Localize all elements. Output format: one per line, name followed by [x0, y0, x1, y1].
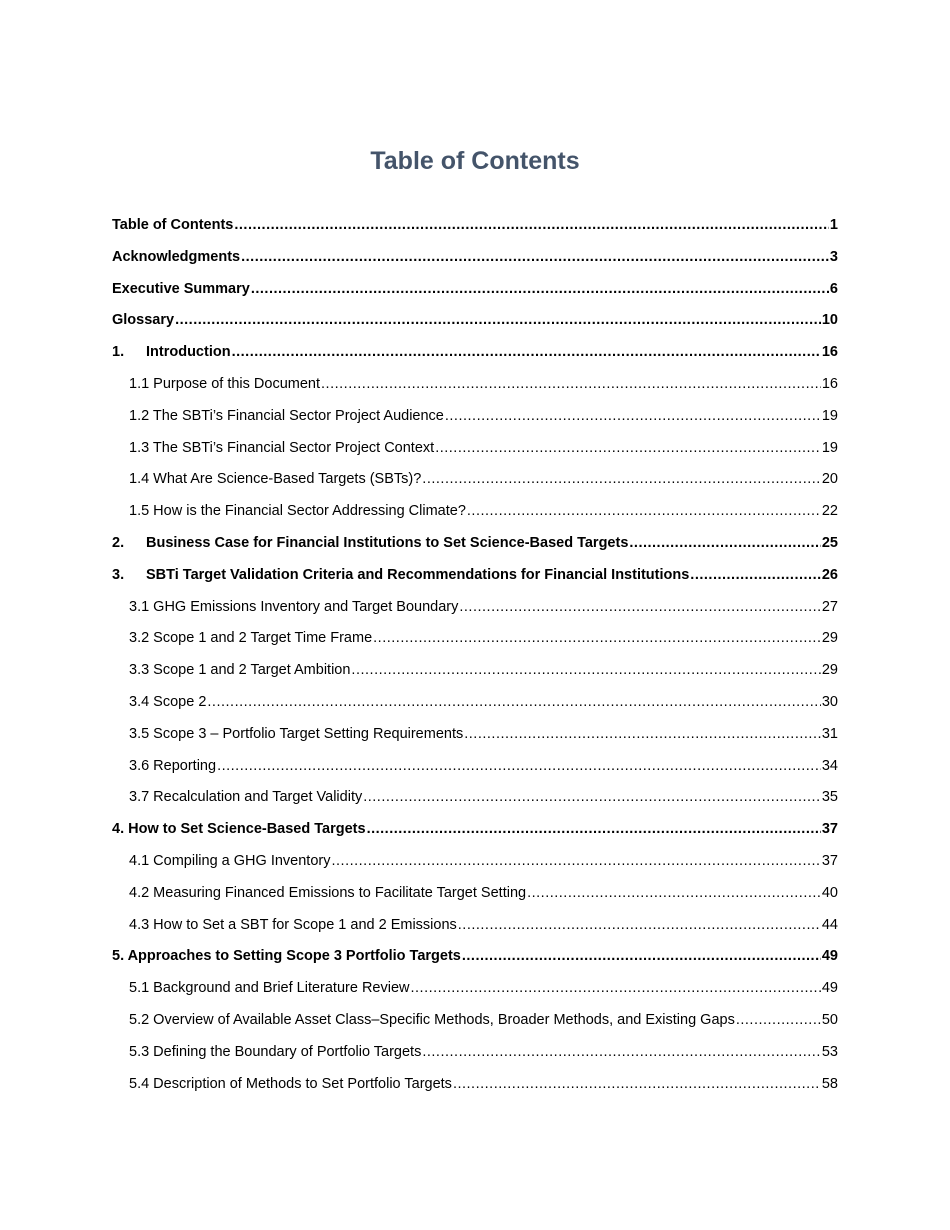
toc-entry[interactable]	[112, 242, 838, 274]
toc-entry-label: 1.1 Purpose of this Document	[129, 375, 321, 392]
toc-entry-label: Business Case for Financial Institutions to Set Science-Based Targets	[146, 534, 629, 551]
toc-entry-page-number: 6	[829, 280, 838, 297]
toc-dot-leader	[458, 910, 821, 942]
toc-entry-label: 4.2 Measuring Financed Emissions to Facilitate Target Setting	[129, 884, 527, 901]
toc-entry-number: 2.	[112, 534, 125, 551]
toc-entry-page-number: 16	[821, 375, 838, 392]
toc-entry[interactable]	[112, 464, 838, 496]
toc-entry-page-number: 50	[821, 1011, 838, 1028]
toc-entry-label: 4.1 Compiling a GHG Inventory	[129, 852, 331, 869]
toc-entry[interactable]	[112, 782, 838, 814]
toc-entry-page-number: 19	[821, 439, 838, 456]
toc-entry-page-number: 1	[829, 217, 838, 233]
toc-entry-label: Executive Summary	[112, 280, 250, 297]
toc-entry-page-number: 30	[821, 693, 838, 710]
toc-entry-label: 5.2 Overview of Available Asset Class–Specific Methods, Broader Methods, and Existing Gaps	[129, 1011, 735, 1028]
toc-dot-leader	[321, 369, 821, 401]
toc-dot-leader	[363, 782, 821, 814]
toc-entry-page-number: 31	[821, 725, 838, 742]
toc-dot-leader	[422, 464, 821, 496]
toc-entry[interactable]	[112, 687, 838, 719]
toc-entry[interactable]	[112, 1069, 838, 1101]
toc-entry-label: 3.1 GHG Emissions Inventory and Target Boundary	[129, 598, 459, 615]
toc-entry-page-number: 53	[821, 1043, 838, 1060]
toc-entry-label: 1.5 How is the Financial Sector Addressing Climate?	[129, 503, 466, 520]
toc-entry[interactable]	[112, 751, 838, 783]
toc-entry-label: 3.6 Reporting	[129, 757, 217, 774]
toc-entry[interactable]	[112, 846, 838, 878]
toc-entry-label: 3.4 Scope 2	[129, 693, 207, 710]
toc-entry-page-number: 40	[821, 884, 838, 901]
toc-entry-page-number: 37	[821, 852, 838, 869]
toc-dot-leader	[241, 242, 829, 274]
toc-entry-page-number: 49	[821, 980, 838, 997]
toc-entry-label: 5.4 Description of Methods to Set Portfolio Targets	[129, 1075, 452, 1092]
toc-entry[interactable]	[112, 655, 838, 687]
toc-entry-page-number: 3	[829, 248, 838, 265]
toc-entry-label: Table of Contents	[112, 217, 234, 233]
toc-entry[interactable]	[112, 719, 838, 751]
toc-entry-page-number: 37	[821, 821, 838, 838]
toc-entry-page-number: 26	[821, 566, 838, 583]
toc-entry-page-number: 25	[821, 534, 838, 551]
toc-entry-page-number: 29	[821, 630, 838, 647]
toc-dot-leader	[207, 687, 820, 719]
toc-entry-page-number: 27	[821, 598, 838, 615]
toc-dot-leader	[435, 433, 821, 465]
toc-entry[interactable]	[112, 274, 838, 306]
toc-entry-page-number: 34	[821, 757, 838, 774]
toc-entry[interactable]	[112, 528, 838, 560]
toc-dot-leader	[459, 592, 820, 624]
toc-entry[interactable]	[112, 337, 838, 369]
toc-dot-leader	[736, 1005, 821, 1037]
toc-dot-leader	[527, 878, 821, 910]
toc-dot-leader	[351, 655, 820, 687]
toc-entry-label: 5. Approaches to Setting Scope 3 Portfolio Targets	[112, 948, 461, 965]
page-title: Table of Contents	[370, 147, 580, 175]
toc-entry[interactable]	[112, 910, 838, 942]
toc-dot-leader	[629, 528, 820, 560]
toc-entry[interactable]	[112, 878, 838, 910]
toc-entry[interactable]	[112, 560, 838, 592]
toc-entry[interactable]	[112, 623, 838, 655]
toc-entry-page-number: 49	[821, 948, 838, 965]
toc-entry-label: 4.3 How to Set a SBT for Scope 1 and 2 Emissions	[129, 916, 457, 933]
toc-dot-leader	[217, 751, 821, 783]
toc-entry-label: 3.5 Scope 3 – Portfolio Target Setting Requirements	[129, 725, 464, 742]
toc-entry-label: Acknowledgments	[112, 248, 241, 265]
toc-dot-leader	[367, 814, 821, 846]
toc-entry-page-number: 58	[821, 1075, 838, 1092]
toc-entry[interactable]	[112, 496, 838, 528]
toc-dot-leader	[251, 274, 829, 306]
toc-dot-leader	[462, 941, 821, 973]
toc-dot-leader	[453, 1069, 821, 1101]
toc-entry-label: 1.4 What Are Science-Based Targets (SBTs)?	[129, 471, 422, 488]
toc-dot-leader	[445, 401, 821, 433]
toc-entry[interactable]	[112, 401, 838, 433]
toc-entry-page-number: 10	[821, 312, 838, 329]
toc-dot-leader	[464, 719, 821, 751]
table-of-contents	[112, 210, 838, 1100]
toc-entry[interactable]	[112, 973, 838, 1005]
toc-entry-label: 1.2 The SBTi’s Financial Sector Project Audience	[129, 407, 444, 424]
toc-entry-label: 3.7 Recalculation and Target Validity	[129, 789, 363, 806]
toc-entry[interactable]	[112, 1005, 838, 1037]
toc-dot-leader	[373, 623, 821, 655]
toc-dot-leader	[422, 1037, 821, 1069]
toc-entry-label: 3.2 Scope 1 and 2 Target Time Frame	[129, 630, 373, 647]
toc-dot-leader	[690, 560, 821, 592]
toc-entry-label: 5.3 Defining the Boundary of Portfolio Targets	[129, 1043, 422, 1060]
toc-entry[interactable]	[112, 433, 838, 465]
toc-dot-leader	[467, 496, 821, 528]
toc-entry-number: 1.	[112, 344, 125, 361]
toc-dot-leader	[234, 210, 829, 242]
toc-dot-leader	[175, 305, 821, 337]
toc-entry-page-number: 20	[821, 471, 838, 488]
toc-entry[interactable]	[112, 210, 838, 242]
toc-dot-leader	[232, 337, 821, 369]
toc-entry[interactable]	[112, 1037, 838, 1069]
toc-entry-label: 4. How to Set Science-Based Targets	[112, 821, 366, 838]
toc-entry-label: Glossary	[112, 312, 175, 329]
toc-entry-label: 5.1 Background and Brief Literature Review	[129, 980, 410, 997]
toc-dot-leader	[331, 846, 820, 878]
toc-entry-page-number: 19	[821, 407, 838, 424]
toc-entry-label: 1.3 The SBTi’s Financial Sector Project Context	[129, 439, 435, 456]
toc-entry-number: 3.	[112, 566, 125, 583]
toc-entry-label: Introduction	[146, 344, 231, 361]
toc-entry-page-number: 35	[821, 789, 838, 806]
toc-entry-label: 3.3 Scope 1 and 2 Target Ambition	[129, 662, 351, 679]
toc-entry-page-number: 44	[821, 916, 838, 933]
toc-entry[interactable]	[112, 592, 838, 624]
toc-dot-leader	[411, 973, 821, 1005]
toc-entry[interactable]	[112, 305, 838, 337]
toc-entry-page-number: 22	[821, 503, 838, 520]
toc-entry[interactable]	[112, 369, 838, 401]
toc-entry-label: SBTi Target Validation Criteria and Recommendations for Financial Institutions	[146, 566, 690, 583]
toc-entry[interactable]	[112, 941, 838, 973]
toc-entry[interactable]	[112, 814, 838, 846]
toc-entry-page-number: 16	[821, 344, 838, 361]
toc-entry-page-number: 29	[821, 662, 838, 679]
